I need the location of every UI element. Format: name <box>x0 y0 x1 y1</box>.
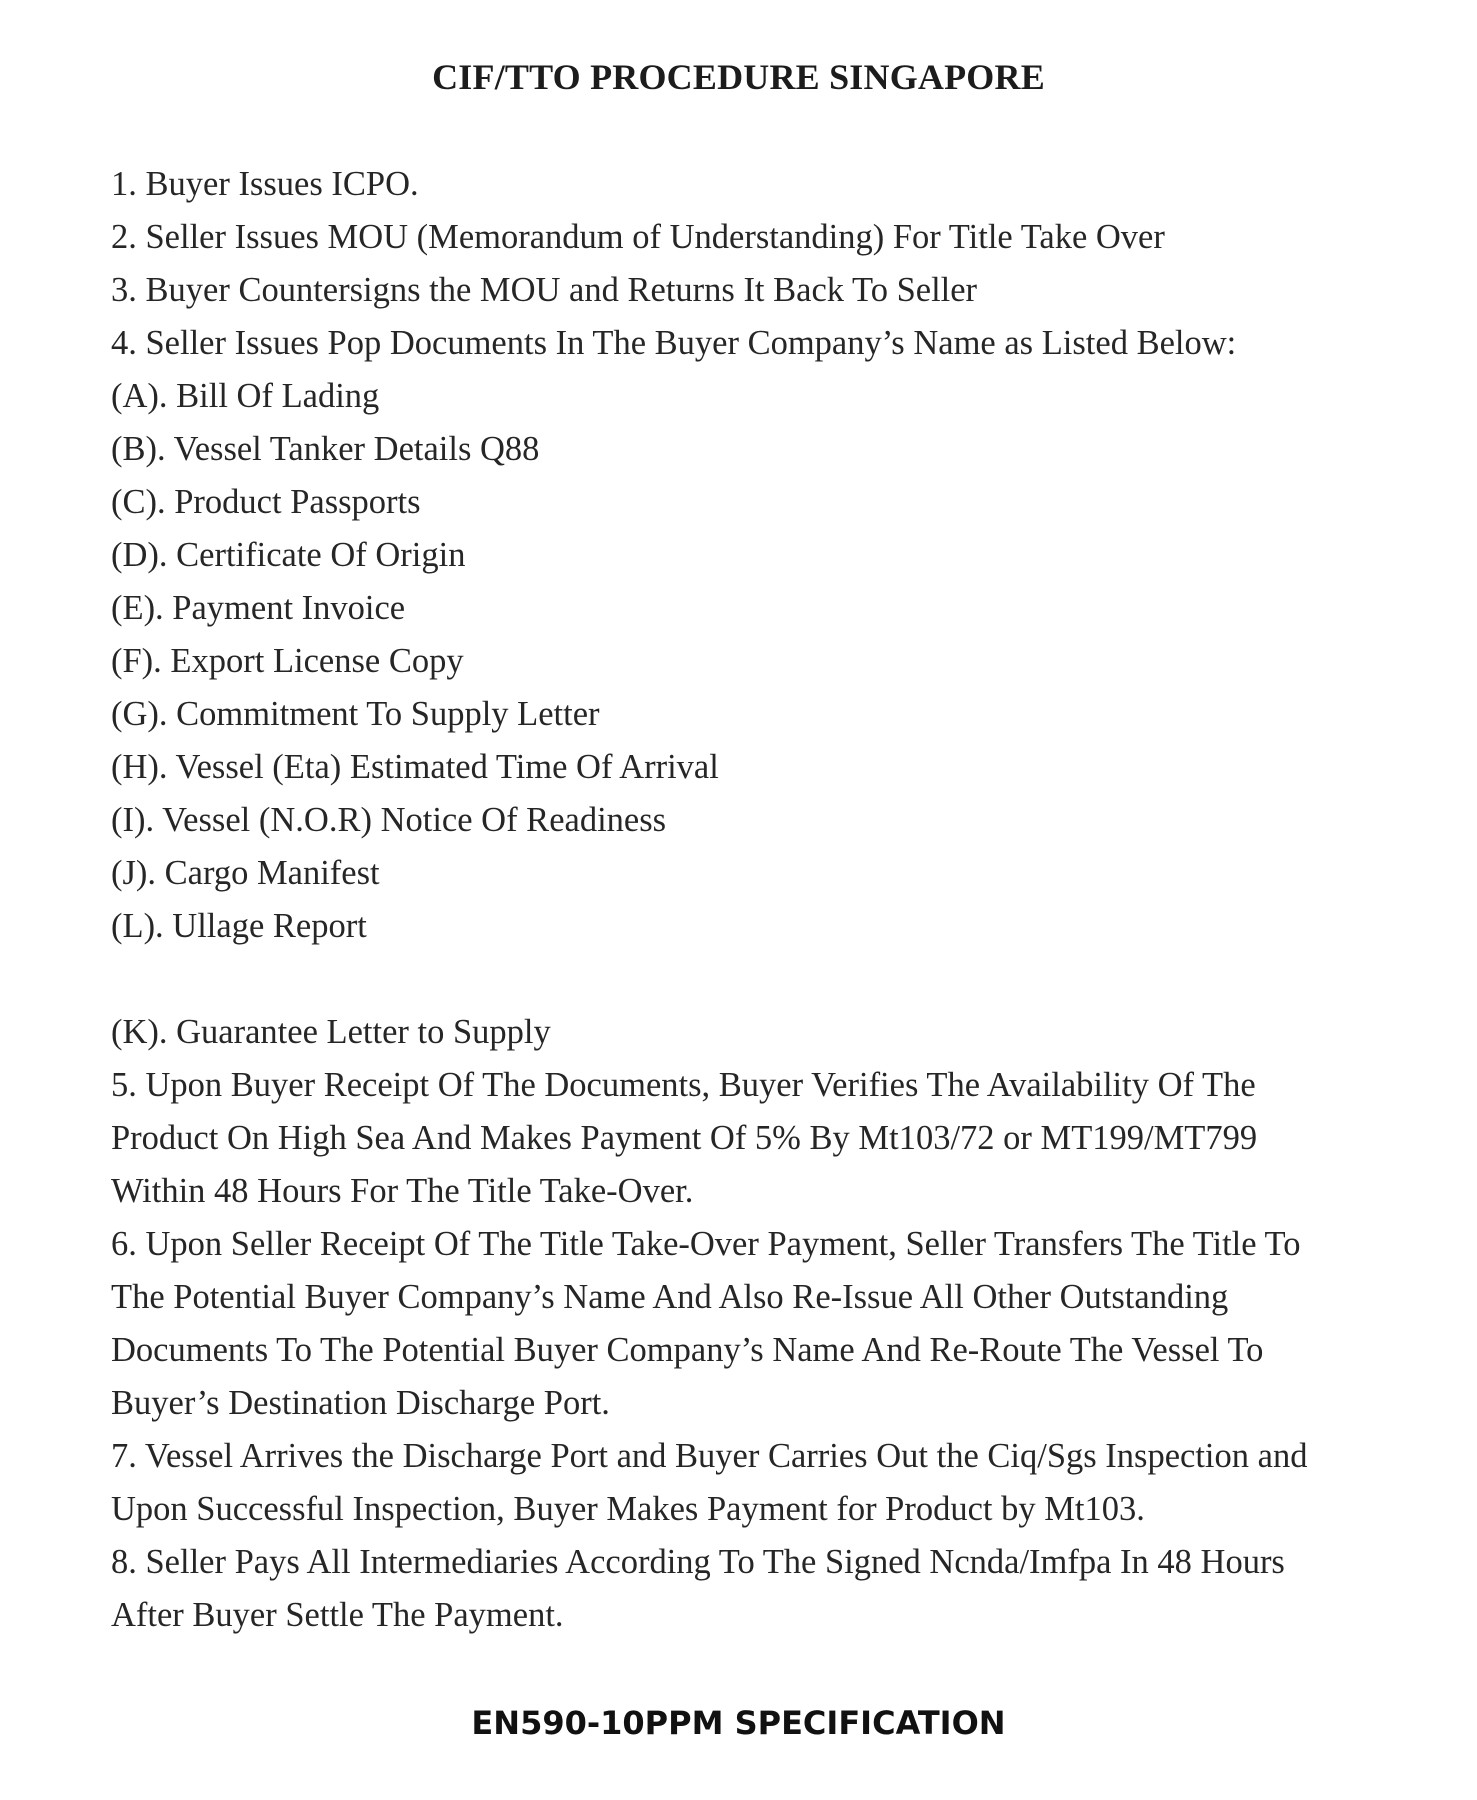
procedure-line: 1. Buyer Issues ICPO. <box>111 165 419 203</box>
procedure-line: Upon Successful Inspection, Buyer Makes Payment for Product by Mt103. <box>111 1490 1145 1528</box>
document-list-item: (G). Commitment To Supply Letter <box>111 695 600 733</box>
specification-heading: EN590-10PPM SPECIFICATION <box>471 1704 1006 1742</box>
procedure-line: Buyer’s Destination Discharge Port. <box>111 1384 610 1422</box>
procedure-line: 7. Vessel Arrives the Discharge Port and Buyer Carries Out the Ciq/Sgs Inspection and <box>111 1437 1308 1475</box>
document-list-item: (A). Bill Of Lading <box>111 377 380 415</box>
procedure-line: 6. Upon Seller Receipt Of The Title Take-Over Payment, Seller Transfers The Title To <box>111 1225 1301 1263</box>
procedure-line: Within 48 Hours For The Title Take-Over. <box>111 1172 694 1210</box>
procedure-line: 5. Upon Buyer Receipt Of The Documents, Buyer Verifies The Availability Of The <box>111 1066 1256 1104</box>
document-list-item: (L). Ullage Report <box>111 907 367 945</box>
document-list-item: (E). Payment Invoice <box>111 589 406 627</box>
procedure-body <box>111 158 1411 1642</box>
procedure-line: 8. Seller Pays All Intermediaries According To The Signed Ncnda/Imfpa In 48 Hours <box>111 1543 1285 1581</box>
blank-line <box>111 953 1411 1006</box>
procedure-line: Documents To The Potential Buyer Company’s Name And Re-Route The Vessel To <box>111 1331 1264 1369</box>
procedure-line: 4. Seller Issues Pop Documents In The Buyer Company’s Name as Listed Below: <box>111 324 1237 362</box>
document-title: CIF/TTO PROCEDURE SINGAPORE <box>432 57 1045 97</box>
document-list-item: (B). Vessel Tanker Details Q88 <box>111 430 540 468</box>
document-list-item: (F). Export License Copy <box>111 642 464 680</box>
document-list-item: (I). Vessel (N.O.R) Notice Of Readiness <box>111 801 667 839</box>
document-list-item: (C). Product Passports <box>111 483 421 521</box>
document-list-item: (J). Cargo Manifest <box>111 854 380 892</box>
document-list-item: (H). Vessel (Eta) Estimated Time Of Arrival <box>111 748 719 786</box>
procedure-line: 3. Buyer Countersigns the MOU and Returns It Back To Seller <box>111 271 978 309</box>
document-list-item: (K). Guarantee Letter to Supply <box>111 1013 551 1051</box>
document-list-item: (D). Certificate Of Origin <box>111 536 466 574</box>
procedure-line: 2. Seller Issues MOU (Memorandum of Understanding) For Title Take Over <box>111 218 1165 256</box>
procedure-line: The Potential Buyer Company’s Name And Also Re-Issue All Other Outstanding <box>111 1278 1229 1316</box>
procedure-line: After Buyer Settle The Payment. <box>111 1596 564 1634</box>
procedure-line: Product On High Sea And Makes Payment Of 5% By Mt103/72 or MT199/MT799 <box>111 1119 1258 1157</box>
